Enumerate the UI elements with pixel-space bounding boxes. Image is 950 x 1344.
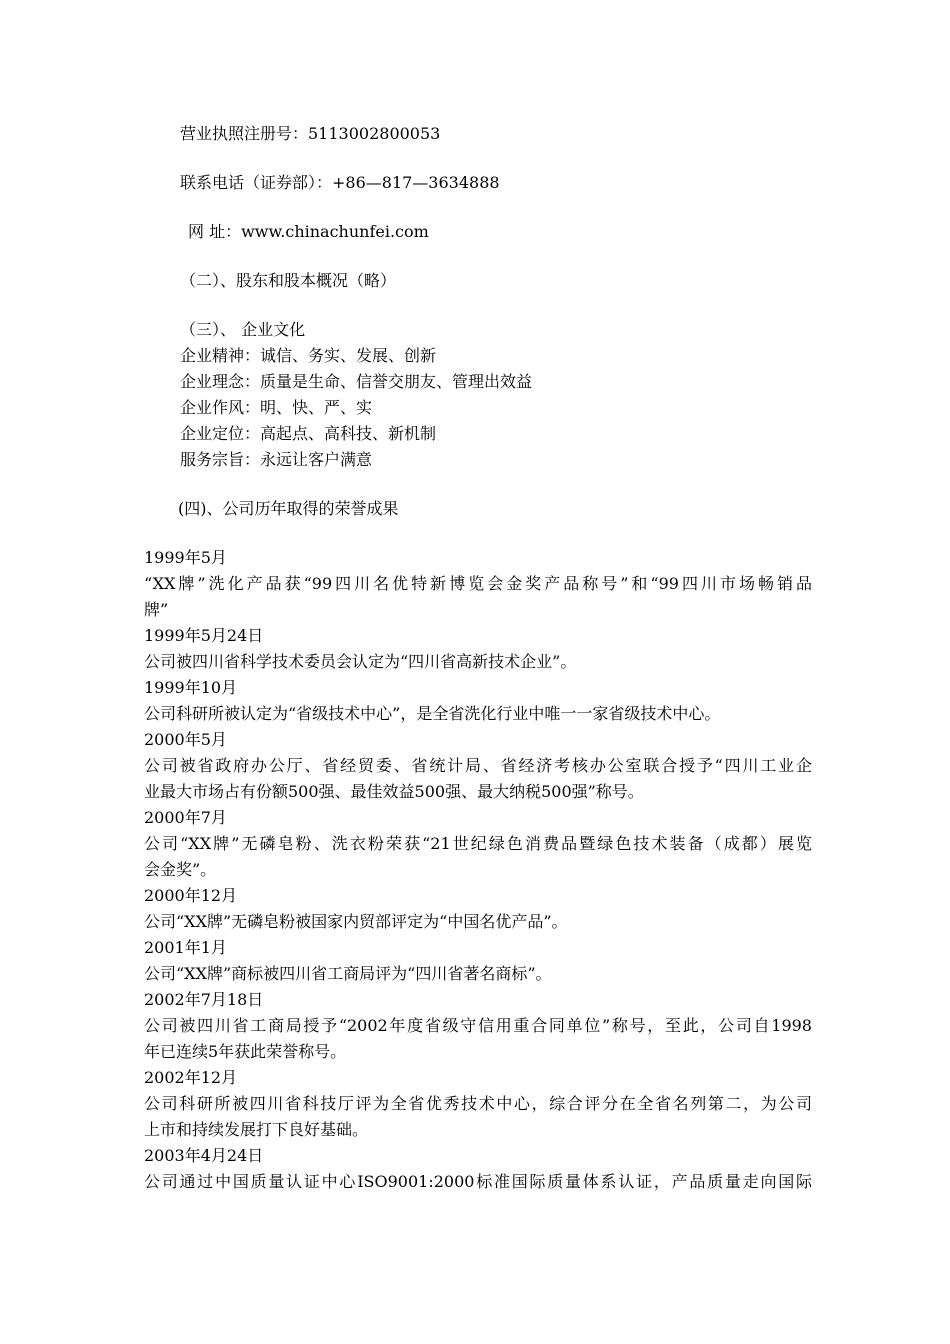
- honor-date: 2001年1月: [144, 938, 227, 957]
- culture-item: 企业作风：明、快、严、实: [180, 398, 373, 417]
- honor-date: 2002年12月: [144, 1068, 238, 1087]
- honor-date: 2000年7月: [144, 808, 227, 827]
- culture-heading: （三）、 企业文化: [180, 320, 306, 339]
- honor-text: 牌”: [144, 600, 169, 619]
- culture-item: 企业精神：诚信、务实、发展、创新: [180, 346, 437, 365]
- website-line: 网 址：www.chinachunfei.com: [188, 222, 429, 241]
- honors-heading: (四)、公司历年取得的荣誉成果: [178, 499, 399, 518]
- honor-text: 会金奖”。: [144, 860, 217, 879]
- shareholders-heading: （二）、股东和股本概况（略）: [180, 271, 397, 290]
- honor-text: 公司通过中国质量认证中心ISO9001:2000标准国际质量体系认证，产品质量走向国际: [144, 1172, 812, 1191]
- honor-text: 公司被四川省科学技术委员会认定为“四川省高新技术企业”。: [144, 652, 577, 671]
- culture-item: 企业理念：质量是生命、信誉交朋友、管理出效益: [180, 372, 533, 391]
- honor-date: 2002年7月18日: [144, 990, 264, 1009]
- honor-text: 公司科研所被四川省科技厅评为全省优秀技术中心，综合评分在全省名列第二，为公司: [144, 1094, 812, 1113]
- honor-text: 公司“XX牌”无磷皂粉被国家内贸部评定为“中国名优产品”。: [144, 912, 568, 931]
- honor-text: 业最大市场占有份额500强、最佳效益500强、最大纳税500强”称号。: [144, 782, 644, 801]
- honor-text: 公司“XX牌”商标被四川省工商局评为“四川省著名商标”。: [144, 964, 552, 983]
- culture-item: 服务宗旨：永远让客户满意: [180, 450, 373, 469]
- honor-date: 2000年5月: [144, 730, 227, 749]
- honor-text: 公司科研所被认定为“省级技术中心”，是全省洗化行业中唯一一家省级技术中心。: [144, 704, 721, 723]
- honor-date: 1999年10月: [144, 678, 238, 697]
- phone-line: 联系电话（证券部）：+86—817—3634888: [180, 173, 500, 192]
- honor-text: 公司被省政府办公厅、省经贸委、省统计局、省经济考核办公室联合授予“四川工业企: [144, 756, 812, 775]
- honor-date: 2003年4月24日: [144, 1146, 264, 1165]
- honor-text: 上市和持续发展打下良好基础。: [144, 1120, 369, 1139]
- honor-text: 公司“XX牌”无磷皂粉、洗衣粉荣获“21世纪绿色消费品暨绿色技术装备（成都）展览: [144, 834, 812, 853]
- honor-text: 年已连续5年获此荣誉称号。: [144, 1042, 347, 1061]
- license-number-line: 营业执照注册号：5113002800053: [180, 124, 441, 143]
- honor-date: 1999年5月: [144, 548, 227, 567]
- honor-text: 公司被四川省工商局授予“2002年度省级守信用重合同单位”称号，至此，公司自1998: [144, 1016, 812, 1035]
- honor-date: 2000年12月: [144, 886, 238, 905]
- honor-text: “XX牌”洗化产品获“99四川名优特新博览会金奖产品称号”和“99四川市场畅销品: [144, 574, 812, 593]
- culture-item: 企业定位：高起点、高科技、新机制: [180, 424, 437, 443]
- honor-date: 1999年5月24日: [144, 626, 264, 645]
